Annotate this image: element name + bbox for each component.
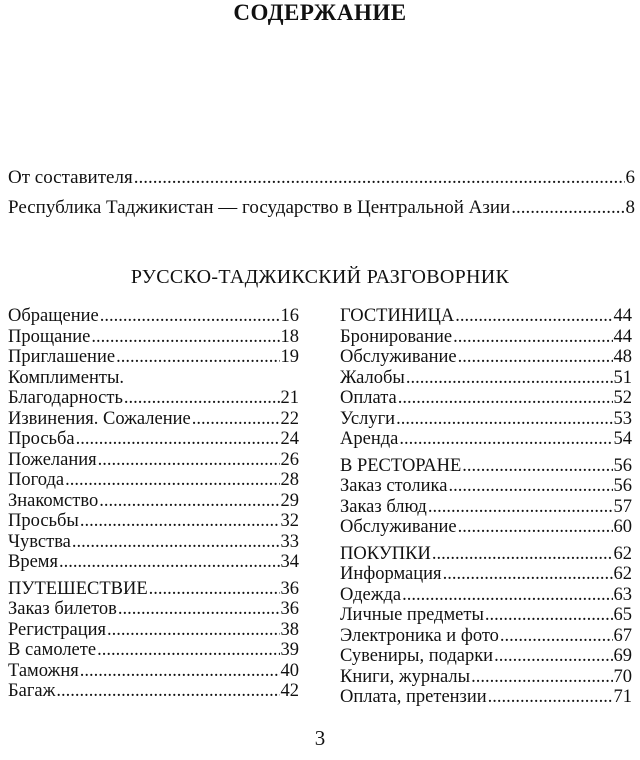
- toc-entry-label: Знакомство: [8, 490, 99, 511]
- toc-entry-label: Сувениры, подарки: [340, 646, 494, 666]
- toc-left-column: [8, 306, 299, 702]
- section-title: РУССКО-ТАДЖИКСКИЙ РАЗГОВОРНИК: [130, 266, 510, 288]
- toc-entry-page: 70: [613, 666, 632, 687]
- toc-entry-label: Одежда: [340, 584, 402, 605]
- toc-entry[interactable]: [8, 306, 299, 327]
- dot-leader: [402, 585, 612, 606]
- toc-entry-page: 29: [280, 490, 299, 511]
- toc-entry-label: В РЕСТОРАНЕ: [340, 455, 462, 476]
- dot-leader: [500, 626, 613, 647]
- toc-entry-page: 53: [613, 408, 632, 429]
- toc-entry-label: ПУТЕШЕСТВИЕ: [8, 578, 148, 599]
- toc-entry[interactable]: [8, 532, 299, 553]
- dot-leader: [192, 409, 280, 430]
- dot-leader: [399, 429, 612, 450]
- toc-entry-page: 62: [613, 543, 632, 564]
- toc-entry-page: 69: [613, 646, 632, 666]
- toc-entry[interactable]: [340, 687, 632, 708]
- toc-entry-label: Благодарность: [8, 388, 123, 408]
- toc-entry-page: 36: [280, 578, 299, 599]
- toc-entry-label: Чувства: [8, 531, 71, 552]
- toc-entry-page: 34: [280, 552, 299, 572]
- toc-entry[interactable]: [340, 429, 632, 450]
- toc-entry-page: 36: [280, 599, 299, 619]
- toc-entry-page: 18: [280, 326, 299, 347]
- dot-leader: [396, 409, 612, 430]
- toc-entry-label: В самолете: [8, 640, 97, 660]
- dot-leader: [406, 368, 613, 389]
- toc-entry-label: Оплата, претензии: [340, 687, 487, 707]
- toc-entry-label: Информация: [340, 564, 442, 584]
- toc-entry-label: Аренда: [340, 429, 399, 449]
- toc-entry[interactable]: [8, 470, 299, 491]
- toc-entry-label: Погода: [8, 470, 65, 490]
- toc-entry-page: 52: [613, 388, 632, 408]
- toc-entry[interactable]: [340, 347, 632, 368]
- toc-entry[interactable]: [340, 517, 632, 538]
- toc-entry-label: Просьба: [8, 429, 75, 449]
- toc-entry-label: Пожелания: [8, 449, 97, 470]
- toc-entry-label: Прощание: [8, 326, 91, 347]
- toc-entry[interactable]: [340, 585, 632, 606]
- page-title: СОДЕРЖАНИЕ: [233, 0, 407, 25]
- dot-leader: [118, 599, 280, 620]
- toc-entry[interactable]: [8, 450, 299, 471]
- toc-entry-label: Республика Таджикистан — государство в Центральной Азии: [8, 197, 511, 218]
- dot-leader: [455, 306, 612, 327]
- dot-leader: [124, 388, 280, 409]
- toc-entry[interactable]: [340, 497, 632, 518]
- toc-entry-label: Обращение: [8, 306, 99, 326]
- toc-entry[interactable]: [8, 681, 299, 702]
- toc-entry-label: Заказ блюд: [340, 496, 427, 517]
- toc-entry[interactable]: [8, 640, 299, 661]
- toc-right-column: [340, 306, 632, 708]
- toc-entry-page: 8: [625, 197, 635, 218]
- toc-entry[interactable]: [340, 306, 632, 327]
- toc-entry[interactable]: [8, 552, 299, 573]
- toc-entry[interactable]: [8, 388, 299, 409]
- toc-entry[interactable]: [8, 579, 299, 600]
- toc-entry: [8, 368, 299, 389]
- toc-entry-label: Заказ столика: [340, 476, 448, 496]
- dot-leader: [443, 564, 613, 585]
- toc-entry[interactable]: [340, 476, 632, 497]
- dot-leader: [494, 646, 612, 667]
- page-number: 3: [314, 726, 326, 750]
- dot-leader: [65, 470, 279, 491]
- toc-entry[interactable]: [8, 511, 299, 532]
- toc-entry[interactable]: [340, 388, 632, 409]
- dot-leader: [59, 552, 279, 573]
- toc-entry-page: 44: [613, 326, 632, 347]
- toc-entry-page: 38: [280, 619, 299, 640]
- toc-entry-label: Таможня: [8, 660, 79, 681]
- toc-entry-label: Услуги: [340, 408, 396, 429]
- toc-entry-page: 57: [613, 496, 632, 517]
- toc-entry-label: ГОСТИНИЦА: [340, 306, 455, 326]
- toc-entry[interactable]: [340, 605, 632, 626]
- toc-entry-page: 63: [613, 584, 632, 605]
- dot-leader: [448, 476, 612, 497]
- toc-entry[interactable]: [340, 646, 632, 667]
- dot-leader: [488, 687, 613, 708]
- toc-entry-page: 54: [613, 429, 632, 449]
- toc-entry-page: 42: [280, 681, 299, 701]
- toc-entry-label: Жалобы: [340, 367, 405, 388]
- toc-entry-page: 40: [280, 660, 299, 681]
- toc-entry-page: 67: [613, 625, 632, 646]
- dot-leader: [99, 491, 279, 512]
- toc-entry[interactable]: [8, 661, 299, 682]
- dot-leader: [80, 661, 280, 682]
- toc-entry-label: ПОКУПКИ: [340, 543, 431, 564]
- toc-entry-label: Заказ билетов: [8, 599, 117, 619]
- toc-entry-label: Багаж: [8, 681, 56, 701]
- toc-entry-label: Извинения. Сожаление: [8, 408, 191, 429]
- toc-entry[interactable]: [340, 626, 632, 647]
- toc-entry[interactable]: [8, 347, 299, 368]
- toc-entry-page: 48: [613, 347, 632, 367]
- toc-entry-page: 26: [280, 449, 299, 470]
- dot-leader: [56, 681, 279, 702]
- dot-leader: [98, 450, 280, 471]
- toc-entry-label: Оплата: [340, 388, 397, 408]
- toc-entry-page: 71: [613, 687, 632, 707]
- toc-entry-page: 56: [613, 476, 632, 496]
- dot-leader: [72, 532, 280, 553]
- toc-entry[interactable]: [340, 456, 632, 477]
- toc-entry-label: Личные предметы: [340, 605, 484, 625]
- toc-entry[interactable]: [8, 491, 299, 512]
- dot-leader: [432, 544, 613, 565]
- toc-entry-page: 24: [280, 429, 299, 449]
- toc-entry-page: 60: [613, 517, 632, 537]
- dot-leader: [134, 167, 625, 189]
- dot-leader: [428, 497, 613, 518]
- dot-leader: [458, 347, 613, 368]
- toc-entry-page: 62: [613, 564, 632, 584]
- toc-entry-label: Обслуживание: [340, 517, 457, 537]
- toc-entry-label: От составителя: [8, 167, 133, 188]
- toc-entry-page: 19: [280, 347, 299, 367]
- dot-leader: [76, 429, 280, 450]
- dot-leader: [398, 388, 613, 409]
- toc-entry-page: 32: [280, 511, 299, 531]
- toc-entry[interactable]: [8, 620, 299, 641]
- dot-leader: [100, 306, 280, 327]
- toc-entry[interactable]: [340, 327, 632, 348]
- toc-entry[interactable]: [340, 564, 632, 585]
- toc-entry[interactable]: [8, 197, 635, 219]
- toc-entry-page: 28: [280, 470, 299, 490]
- toc-entry[interactable]: [8, 167, 635, 189]
- toc-entry-page: 22: [280, 408, 299, 429]
- toc-entry-page: 65: [613, 605, 632, 625]
- toc-entry-page: 21: [280, 388, 299, 408]
- toc-entry[interactable]: [340, 409, 632, 430]
- dot-leader: [116, 347, 279, 368]
- toc-entry-label: Обслуживание: [340, 347, 457, 367]
- toc-entry[interactable]: [340, 544, 632, 565]
- toc-entry-label: Время: [8, 552, 59, 572]
- toc-entry-label: Просьбы: [8, 511, 79, 531]
- dot-leader: [485, 605, 613, 626]
- toc-entry-label: Приглашение: [8, 347, 116, 367]
- toc-entry-page: 6: [625, 167, 635, 188]
- toc-entry-page: 56: [613, 455, 632, 476]
- dot-leader: [458, 517, 613, 538]
- toc-entry-page: 33: [280, 531, 299, 552]
- toc-entry-page: 51: [613, 367, 632, 388]
- toc-entry-label: Электроника и фото: [340, 625, 499, 646]
- toc-entry-page: 44: [613, 306, 632, 326]
- toc-entry[interactable]: [8, 599, 299, 620]
- dot-leader: [80, 511, 280, 532]
- dot-leader: [462, 456, 612, 477]
- dot-leader: [149, 579, 280, 600]
- dot-leader: [97, 640, 279, 661]
- dot-leader: [471, 667, 612, 688]
- toc-entry-label: Бронирование: [340, 326, 453, 347]
- toc-entry-page: 39: [280, 640, 299, 660]
- toc-entry[interactable]: [340, 667, 632, 688]
- toc-entry-label: Книги, журналы: [340, 666, 471, 687]
- dot-leader: [91, 327, 279, 348]
- dot-leader: [453, 327, 612, 348]
- dot-leader: [107, 620, 279, 641]
- toc-entry[interactable]: [8, 409, 299, 430]
- toc-entry[interactable]: [8, 327, 299, 348]
- toc-entry[interactable]: [340, 368, 632, 389]
- toc-entry[interactable]: [8, 429, 299, 450]
- toc-entry-label: Регистрация: [8, 619, 107, 640]
- dot-leader: [511, 197, 624, 219]
- toc-entry-page: 16: [280, 306, 299, 326]
- toc-entry-label: Комплименты.: [8, 367, 125, 388]
